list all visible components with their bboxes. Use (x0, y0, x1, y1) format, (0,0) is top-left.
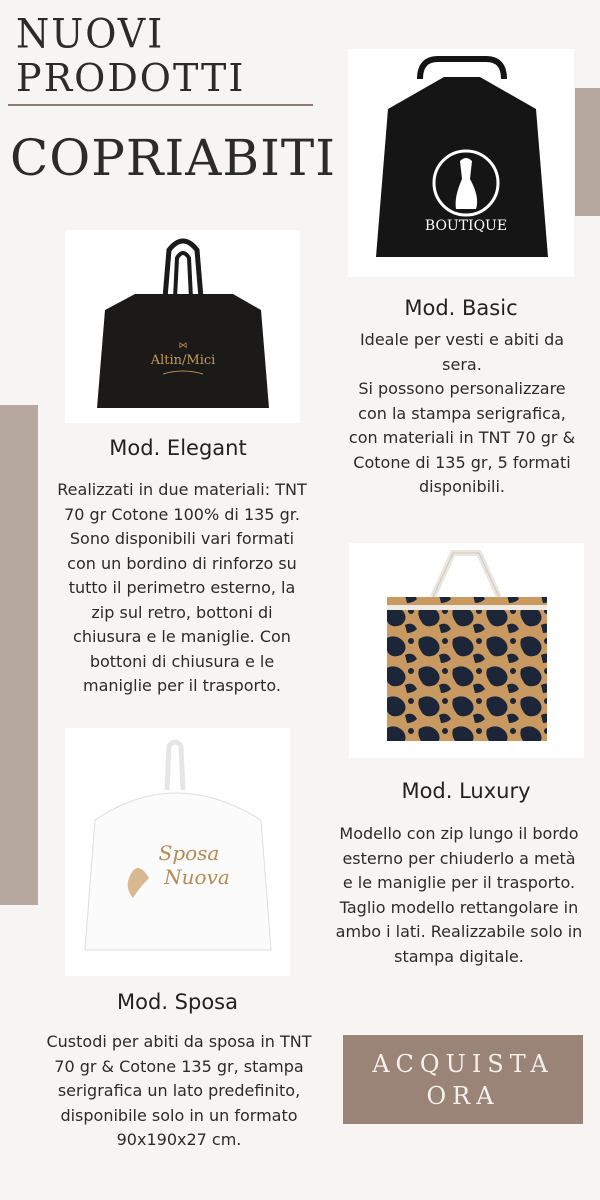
desc-line: tutto il perimetro esterno, la (68, 578, 296, 597)
product-name-sposa: Mod. Sposa (117, 990, 238, 1014)
desc-line: zip sul retro, bottoni di (91, 602, 273, 622)
product-name-elegant: Mod. Elegant (109, 436, 247, 460)
desc-line: con la stampa serigrafica, (358, 403, 566, 423)
desc-line: Si possono personalizzare (358, 379, 566, 398)
sposa-brand-line2: Nuova (164, 865, 230, 889)
decorative-bar-right (575, 88, 600, 216)
product-desc-elegant (42, 478, 322, 699)
garment-bag-luxury-illustration (349, 543, 584, 758)
desc-line: Sono disponibili vari formati (69, 529, 295, 548)
basic-brand-text: BOUTIQUE (424, 218, 508, 234)
desc-line: esterno per chiuderlo a metà (342, 848, 576, 868)
sposa-brand-line1: Sposa (158, 841, 220, 865)
product-image-basic[interactable] (348, 49, 574, 277)
product-image-elegant[interactable] (65, 230, 300, 423)
desc-line: stampa digitale. (394, 946, 524, 966)
desc-line: disponibile solo in un formato (60, 1105, 298, 1125)
desc-line: bottoni di chiusura e le (89, 651, 275, 671)
desc-line: 90x190x27 cm. (116, 1130, 242, 1149)
svg-text:⋈: ⋈ (178, 341, 188, 351)
buy-now-label-line1: ACQUISTA (372, 1049, 554, 1078)
desc-line: ambo i lati. Realizzabile solo in (335, 922, 583, 941)
desc-line: Cotone di 135 gr, 5 formati (353, 452, 571, 472)
garment-bag-basic-illustration (348, 49, 574, 277)
divider (8, 104, 313, 106)
desc-line: Modello con zip lungo il bordo (339, 824, 579, 843)
headline-prodotti: PRODOTTI (16, 56, 246, 100)
product-desc-basic (336, 328, 588, 500)
garment-bag-sposa-illustration (65, 728, 290, 976)
desc-line: 70 gr & Cotone 135 gr, stampa (54, 1056, 304, 1076)
desc-line: Ideale per vesti e abiti da (359, 330, 565, 349)
product-image-luxury[interactable] (349, 543, 584, 758)
desc-line: con materiali in TNT 70 gr & (348, 428, 576, 447)
desc-line: Custodi per abiti da sposa in TNT (46, 1032, 312, 1051)
desc-line: serigrafica un lato predefinito, (57, 1081, 301, 1100)
product-desc-luxury (320, 822, 598, 969)
buy-now-label-line2: ORA (426, 1081, 500, 1110)
desc-line: Realizzati in due materiali: TNT (57, 480, 307, 499)
product-image-sposa[interactable] (65, 728, 290, 976)
garment-bag-elegant-illustration (65, 230, 300, 423)
product-name-basic: Mod. Basic (404, 296, 518, 320)
desc-line: chiusura e le maniglie. Con (73, 627, 291, 646)
headline-nuovi: NUOVI (16, 10, 165, 58)
page-title: COPRIABITI (10, 129, 336, 187)
desc-line: disponibili. (418, 477, 506, 496)
elegant-brand-text: Altin/Mici (150, 353, 216, 368)
desc-line: sera. (442, 354, 482, 374)
product-name-luxury: Mod. Luxury (401, 779, 531, 803)
product-desc-sposa (30, 1030, 328, 1153)
desc-line: Taglio modello rettangolare in (339, 897, 579, 917)
decorative-bar-left (0, 405, 38, 905)
buy-now-button[interactable] (343, 1035, 583, 1124)
desc-line: maniglie per il trasporto. (83, 676, 281, 695)
desc-line: con un bordino di rinforzo su (67, 553, 297, 573)
desc-line: 70 gr Cotone 100% di 135 gr. (64, 504, 300, 524)
desc-line: e le maniglie per il trasporto. (342, 873, 576, 892)
